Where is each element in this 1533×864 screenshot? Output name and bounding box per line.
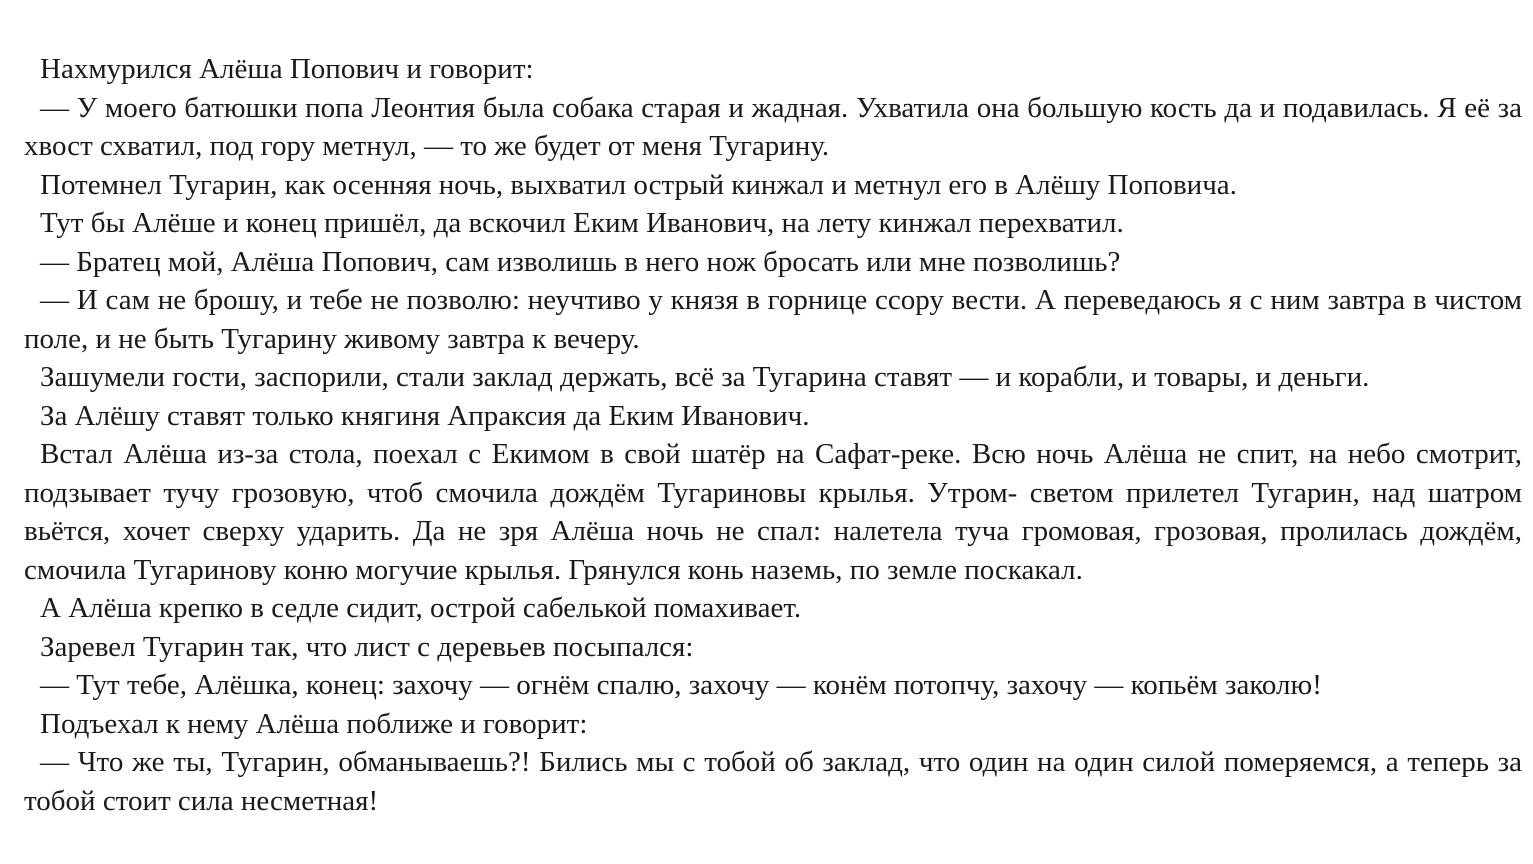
paragraph-4: Тут бы Алёше и конец пришёл, да вскочил Еким Иванович, на лету кинжал перехватил.	[40, 207, 1124, 239]
paragraph-2: — У моего батюшки попа Леонтия была собака старая и жадная. Ухватила она большую кость да и подавилась. Я её за хвост схватил, под гору метнул, — то же будет от меня Тугарину.	[24, 91, 1522, 162]
paragraph-10: А Алёша крепко в седле сидит, острой сабелькой помахивает.	[40, 592, 802, 624]
paragraph-8: За Алёшу ставят только княгиня Апраксия да Еким Иванович.	[40, 399, 810, 432]
paragraph-5: — Братец мой, Алёша Попович, сам изволишь в него нож бросать или мне позволишь?	[40, 245, 1121, 278]
paragraph-9: Встал Алёша из-за стола, поехал с Екимом в свой шатёр на Сафат-реке. Всю ночь Алёша не спит, на небо смотрит, подзывает тучу грозовую, чтоб смочила дождём Тугариновы крылья. Утром- светом прилетел Тугарин, над шатром вьётся, хочет сверху ударить. Да не зря Алёша ночь не спал: налетела туча громовая, грозовая, пролилась дождём, смочила Тугаринову коню могучие крылья. Грянулся конь наземь, по земле поскакал.	[24, 438, 1522, 586]
paragraph-12: — Тут тебе, Алёшка, конец: захочу — огнём спалю, захочу — конём потопчу, захочу — копьём заколю!	[40, 669, 1322, 701]
paragraph-7: Зашумели гости, заспорили, стали заклад держать, всё за Тугарина ставят — и корабли, и товары, и деньги.	[40, 361, 1370, 393]
story-text	[24, 50, 1522, 820]
paragraph-3: Потемнел Тугарин, как осенняя ночь, выхватил острый кинжал и метнул его в Алёшу Поповича.	[40, 168, 1237, 201]
paragraph-13: Подъехал к нему Алёша поближе и говорит:	[40, 707, 588, 740]
paragraph-1: Нахмурился Алёша Попович и говорит:	[40, 53, 534, 85]
paragraph-11: Заревел Тугарин так, что лист с деревьев посыпался:	[40, 630, 694, 663]
paragraph-6: — И сам не брошу, и тебе не позволю: неучтиво у князя в горнице ссору вести. А переведаюсь я с ним завтра в чистом поле, и не быть Тугарину живому завтра к вечеру.	[24, 284, 1522, 355]
paragraph-14: — Что же ты, Тугарин, обманываешь?! Бились мы с тобой об заклад, что один на один силой померяемся, а теперь за тобой стоит сила несметная!	[24, 746, 1522, 817]
